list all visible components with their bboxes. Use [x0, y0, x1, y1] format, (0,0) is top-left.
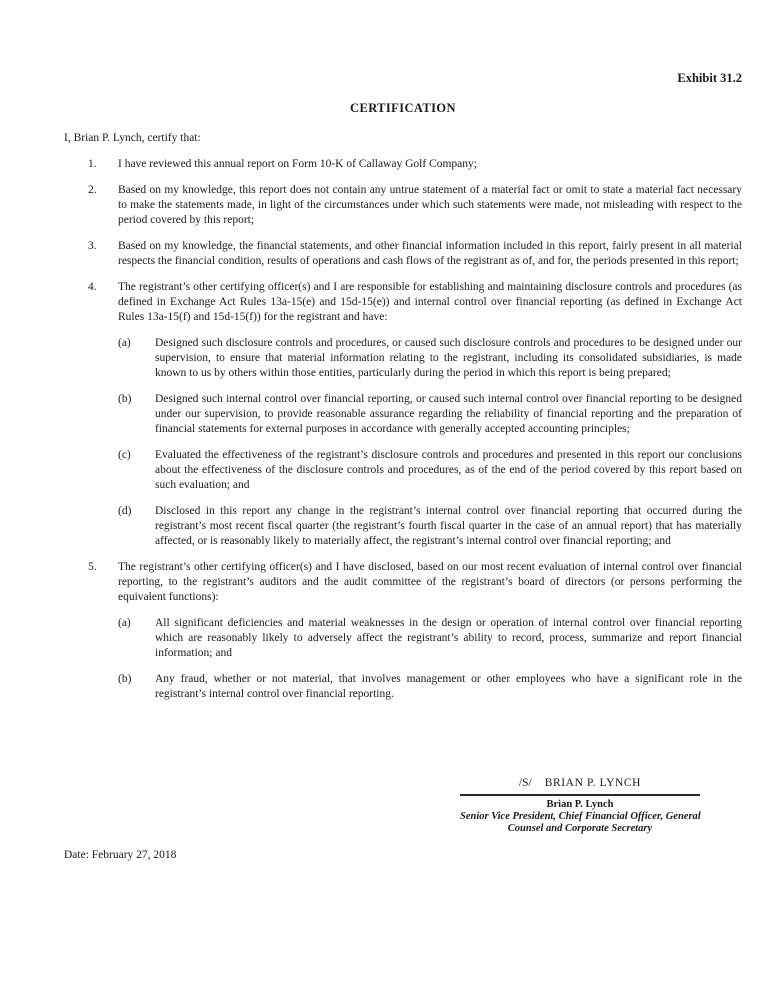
signature-slash-mark: /S/ — [518, 777, 532, 789]
list-item-body — [118, 239, 742, 269]
list-item-number: 3. — [88, 240, 97, 252]
list-item-body — [118, 560, 742, 702]
sub-list-item — [118, 504, 742, 549]
sub-item-label: (a) — [118, 617, 131, 629]
intro-line: I, Brian P. Lynch, certify that: — [64, 132, 201, 144]
certification-list — [64, 157, 742, 702]
sub-item-label: (c) — [118, 449, 131, 461]
list-item-number: 2. — [88, 184, 97, 196]
sub-list-item — [118, 616, 742, 661]
list-item-number: 4. — [88, 281, 97, 293]
sub-item-label: (d) — [118, 505, 132, 517]
sub-item-label: (b) — [118, 393, 132, 405]
exhibit-label: Exhibit 31.2 — [677, 71, 742, 85]
list-item-text: Based on my knowledge, the financial statements, and other financial information included in this report, fairly present in all material respects the financial condition, results of operations and cash flows of the registrant as of, and for, the periods presented in this report; — [118, 240, 742, 267]
date-line: Date: February 27, 2018 — [64, 849, 177, 861]
sub-item-text: Evaluated the effectiveness of the registrant’s disclosure controls and procedures and presented in this report our conclusions about the effectiveness of the disclosure controls and procedures, as of the end of the period covered by this report based on such evaluation; and — [155, 449, 742, 491]
signature-name-caps: BRIAN P. LYNCH — [544, 777, 642, 789]
sub-list-item — [118, 448, 742, 493]
sub-item-text: Disclosed in this report any change in the registrant’s internal control over financial reporting that occurred during the registrant’s most recent fiscal quarter (the registrant’s fourth fiscal quarter in the case of an annual report) that has materially affected, or is reasonably likely to materially affect, the registrant’s internal control over financial reporting; and — [155, 505, 742, 547]
list-item-text: The registrant’s other certifying officer(s) and I have disclosed, based on our most recent evaluation of internal control over financial reporting, to the registrant’s auditors and the audit committee of the registrant’s board of directors (or persons performing the equivalent functions): — [118, 561, 742, 603]
signature-printed-name: Brian P. Lynch — [546, 799, 614, 810]
list-item-text: I have reviewed this annual report on Form 10-K of Callaway Golf Company; — [118, 158, 477, 170]
signature-title-line-2: Counsel and Corporate Secretary — [507, 822, 653, 834]
sub-item-text: Designed such disclosure controls and procedures, or caused such disclosure controls and procedures to be designed under our supervision, to ensure that material information relating to the registrant, including its consolidated subsidiaries, is made known to us by others within those entities, particularly during the period in which this report is being prepared; — [155, 337, 742, 379]
list-item — [64, 157, 742, 172]
list-item-body — [118, 280, 742, 549]
signature-title-line-1: Senior Vice President, Chief Financial Officer, General — [460, 811, 701, 822]
signature-line — [460, 776, 700, 796]
list-item-text: Based on my knowledge, this report does not contain any untrue statement of a material fact or omit to state a material fact necessary to make the statements made, in light of the circumstances under which such statements were made, not misleading with respect to the period covered by this report; — [118, 184, 742, 226]
list-item — [64, 560, 742, 702]
sub-item-list — [118, 616, 742, 702]
list-item-number: 1. — [88, 158, 97, 170]
list-item — [64, 183, 742, 228]
sub-item-label: (b) — [118, 673, 132, 685]
sub-list-item — [118, 672, 742, 702]
sub-item-text: Designed such internal control over financial reporting, or caused such internal control over financial reporting to be designed under our supervision, to provide reasonable assurance regarding the reliability of financial reporting and the preparation of financial statements for external purposes in accordance with generally accepted accounting principles; — [155, 393, 742, 435]
sub-item-text: Any fraud, whether or not material, that involves management or other employees who have a significant role in the registrant’s internal control over financial reporting. — [155, 673, 742, 700]
sub-item-label: (a) — [118, 337, 131, 349]
sub-list-item — [118, 392, 742, 437]
sub-item-text: All significant deficiencies and material weaknesses in the design or operation of internal control over financial reporting which are reasonably likely to adversely affect the registrant’s ability to record, process, summarize and report financial information; and — [155, 617, 742, 659]
list-item-body — [118, 157, 742, 172]
sub-item-list — [118, 336, 742, 549]
list-item-text: The registrant’s other certifying officer(s) and I are responsible for establishing and maintaining disclosure controls and procedures (as defined in Exchange Act Rules 13a-15(e) and 15d-15(e)) and internal control over financial reporting (as defined in Exchange Act Rules 13a-15(f) and 15d-15(f)) for the registrant and have: — [118, 281, 742, 323]
signature-block — [460, 776, 700, 834]
sub-list-item — [118, 336, 742, 381]
list-item-number: 5. — [88, 561, 97, 573]
list-item-body — [118, 183, 742, 228]
list-item — [64, 239, 742, 269]
page-title: CERTIFICATION — [350, 101, 456, 115]
list-item — [64, 280, 742, 549]
